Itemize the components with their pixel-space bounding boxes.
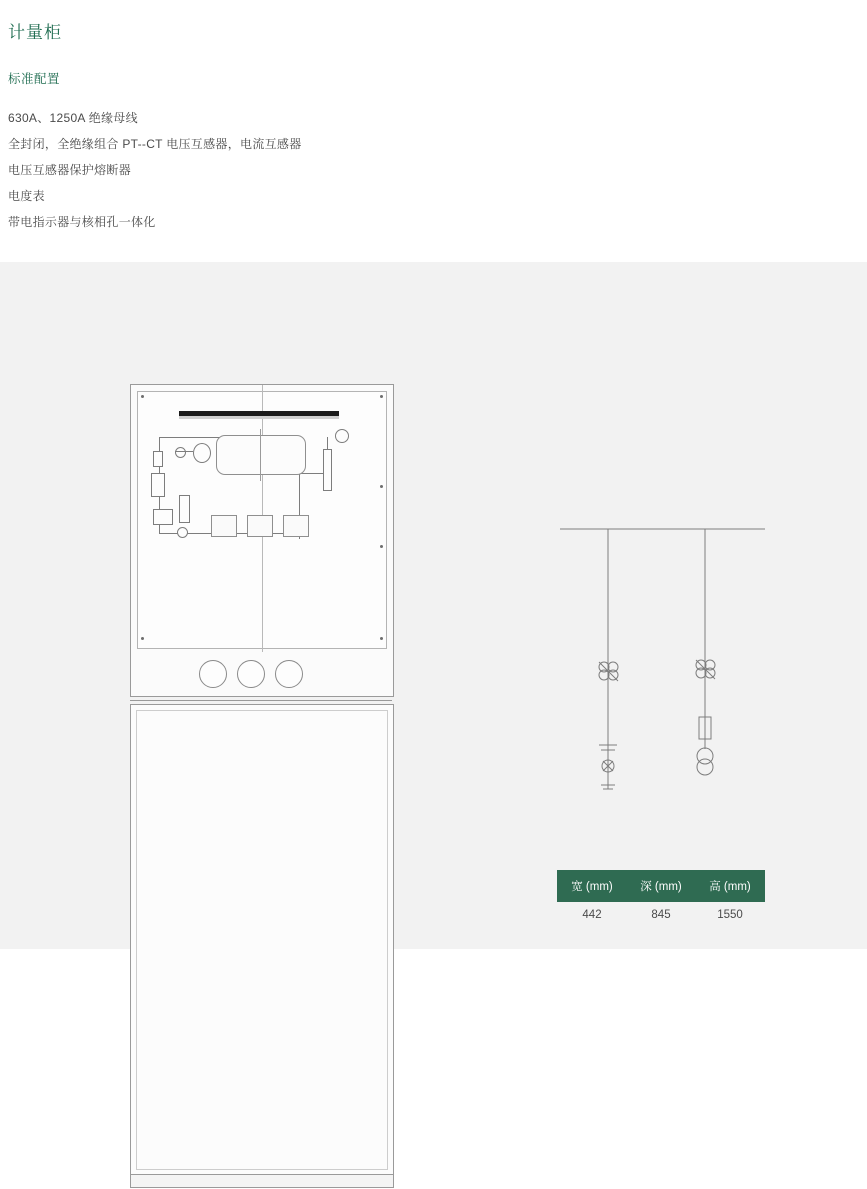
panel-screw	[380, 485, 383, 488]
cable-entry-hole	[275, 660, 303, 688]
section-subtitle: 标准配置	[8, 72, 61, 86]
cabinet-upper-compartment	[130, 384, 394, 654]
panel-screw	[141, 395, 144, 398]
ct-coil-symbol	[193, 443, 211, 463]
earth-terminal-symbol	[177, 527, 188, 538]
ct-block-symbol	[179, 495, 190, 523]
column-header-height: 高 (mm)	[696, 871, 765, 902]
cable-entry-hole	[199, 660, 227, 688]
header-block	[0, 0, 867, 235]
mimic-connector	[175, 451, 193, 452]
panel-screw	[380, 545, 383, 548]
fuse-symbol	[153, 451, 163, 467]
panel-display-divider	[260, 429, 261, 481]
table-row	[558, 902, 765, 929]
list-item: 带电指示器与核相孔一体化	[8, 215, 156, 229]
cabinet-base-plinth	[130, 1174, 394, 1188]
page-title: 计量柜	[8, 23, 62, 42]
vt-coil	[697, 759, 713, 775]
list-item: 电压互感器保护熔断器	[8, 163, 132, 177]
spec-list	[8, 105, 867, 235]
panel-indicator-window	[283, 515, 309, 537]
voltage-transformer-symbol	[151, 473, 165, 497]
cell-width: 442	[558, 902, 627, 929]
cable-entry-hole	[237, 660, 265, 688]
cell-height: 1550	[696, 902, 765, 929]
cabinet-lower-body	[130, 704, 394, 1176]
cabinet-divider-line	[130, 700, 392, 701]
list-item: 630A、1250A 绝缘母线	[8, 111, 138, 125]
figure-panel	[0, 262, 867, 949]
panel-top-bar-shadow	[179, 416, 339, 419]
panel-indicator-window	[211, 515, 237, 537]
single-line-schematic	[555, 517, 785, 807]
cabinet-middle-strip	[130, 652, 394, 697]
cable-termination-symbol	[323, 449, 332, 491]
column-header-depth: 深 (mm)	[627, 871, 696, 902]
earth-switch-symbol	[153, 509, 173, 525]
schematic-svg	[555, 517, 785, 807]
bushing-symbol	[335, 429, 349, 443]
list-item: 全封闭，全绝缘组合 PT--CT 电压互感器，电流互感器	[8, 137, 302, 151]
list-item: 电度表	[8, 189, 45, 203]
panel-screw	[380, 395, 383, 398]
column-header-width: 宽 (mm)	[558, 871, 627, 902]
ct-ring-symbol	[175, 447, 186, 458]
panel-indicator-window	[247, 515, 273, 537]
panel-display-window	[216, 435, 306, 475]
cabinet-lower-body-inner	[136, 710, 388, 1170]
cell-depth: 845	[627, 902, 696, 929]
panel-screw	[141, 637, 144, 640]
dimensions-table	[557, 870, 765, 928]
metering-cabinet-drawing	[130, 384, 394, 1189]
panel-screw	[380, 637, 383, 640]
table-header-row	[558, 871, 765, 902]
